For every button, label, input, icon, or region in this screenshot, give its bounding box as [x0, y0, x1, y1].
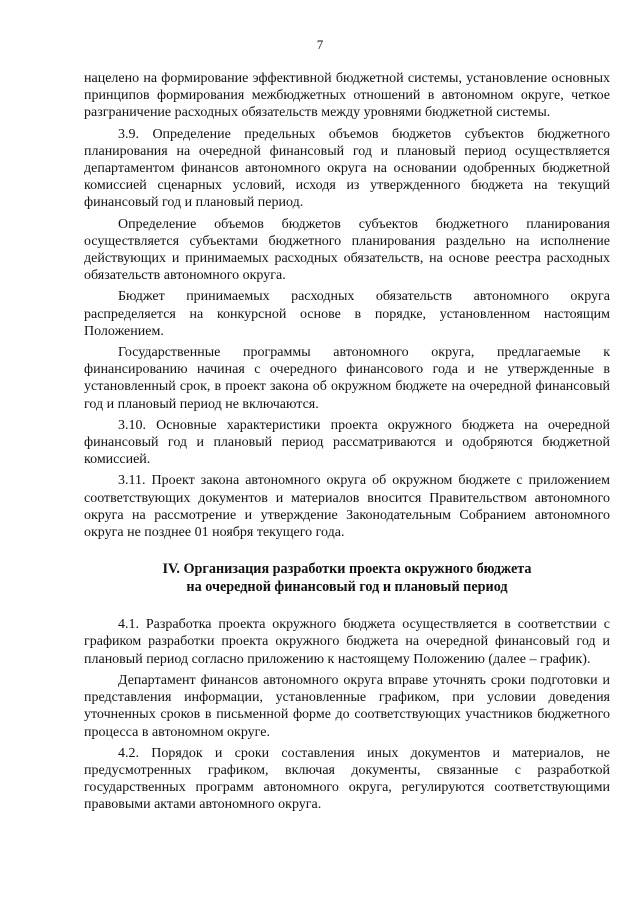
paragraph-3-11: 3.11. Проект закона автономного округа об окружном бюджете с приложением соответствующих документов и материалов вносится Правительством автономного округа на рассмотрение и утверждение Законодательным Собранием автономного округа не позднее 01 ноября текущего года.	[84, 473, 610, 541]
page-number: 7	[316, 37, 324, 52]
paragraph-3-9: 3.9. Определение предельных объемов бюджетов субъектов бюджетного планирования на очередной финансовый год и плановый период осуществляется департаментом финансов автономного округа на основании одобренных бюджетной комиссией сценарных условий, исходя из утвержденного бюджета на текущий финансовый год и плановый период.	[84, 126, 610, 211]
paragraph-4-2: 4.2. Порядок и сроки составления иных документов и материалов, не предусмотренных графиком, включая документы, связанные с разработкой государственных программ автономного округа, регулируются соответствующими правовыми актами автономного округа.	[84, 745, 610, 813]
section-heading-line-1: IV. Организация разработки проекта окружного бюджета	[162, 561, 532, 578]
section-heading-line-2: на очередной финансовый год и плановый период	[186, 579, 508, 596]
document-body	[84, 70, 610, 818]
paragraph-budget-volumes: Определение объемов бюджетов субъектов бюджетного планирования осуществляется субъектами бюджетного планирования раздельно на исполнение действующих и принимаемых расходных обязательств, на основе реестра расходных обязательств автономного округа.	[84, 216, 610, 284]
section-heading-iv	[84, 560, 610, 596]
paragraph-state-programs: Государственные программы автономного округа, предлагаемые к финансированию начиная с очередного финансового года и не утвержденные в установленный срок, в проект закона об окружном бюджете на очередной финансовый год и плановый период не включаются.	[84, 345, 610, 412]
paragraph-intro-continuation: нацелено на формирование эффективной бюджетной системы, установление основных принципов формирования межбюджетных отношений в автономном округе, четкое разграничение расходных обязательств между уровнями бюджетной системы.	[84, 71, 610, 121]
paragraph-finance-department-rights: Департамент финансов автономного округа вправе уточнять сроки подготовки и представления информации, установленные графиком, при условии доведения уточненных сроков в письменной форме до соответствующих участников бюджетного процесса в автономном округе.	[84, 672, 610, 740]
paragraph-4-1: 4.1. Разработка проекта окружного бюджета осуществляется в соответствии с графиком разработки проекта окружного бюджета на очередной финансовый год и плановый период согласно приложению к настоящему Положению (далее – график).	[84, 617, 610, 667]
paragraph-competitive-distribution: Бюджет принимаемых расходных обязательств автономного округа распределяется на конкурсной основе в порядке, установленном настоящим Положением.	[84, 289, 610, 339]
paragraph-3-10: 3.10. Основные характеристики проекта окружного бюджета на очередной финансовый год и плановый период рассматриваются и одобряются бюджетной комиссией.	[84, 417, 610, 468]
